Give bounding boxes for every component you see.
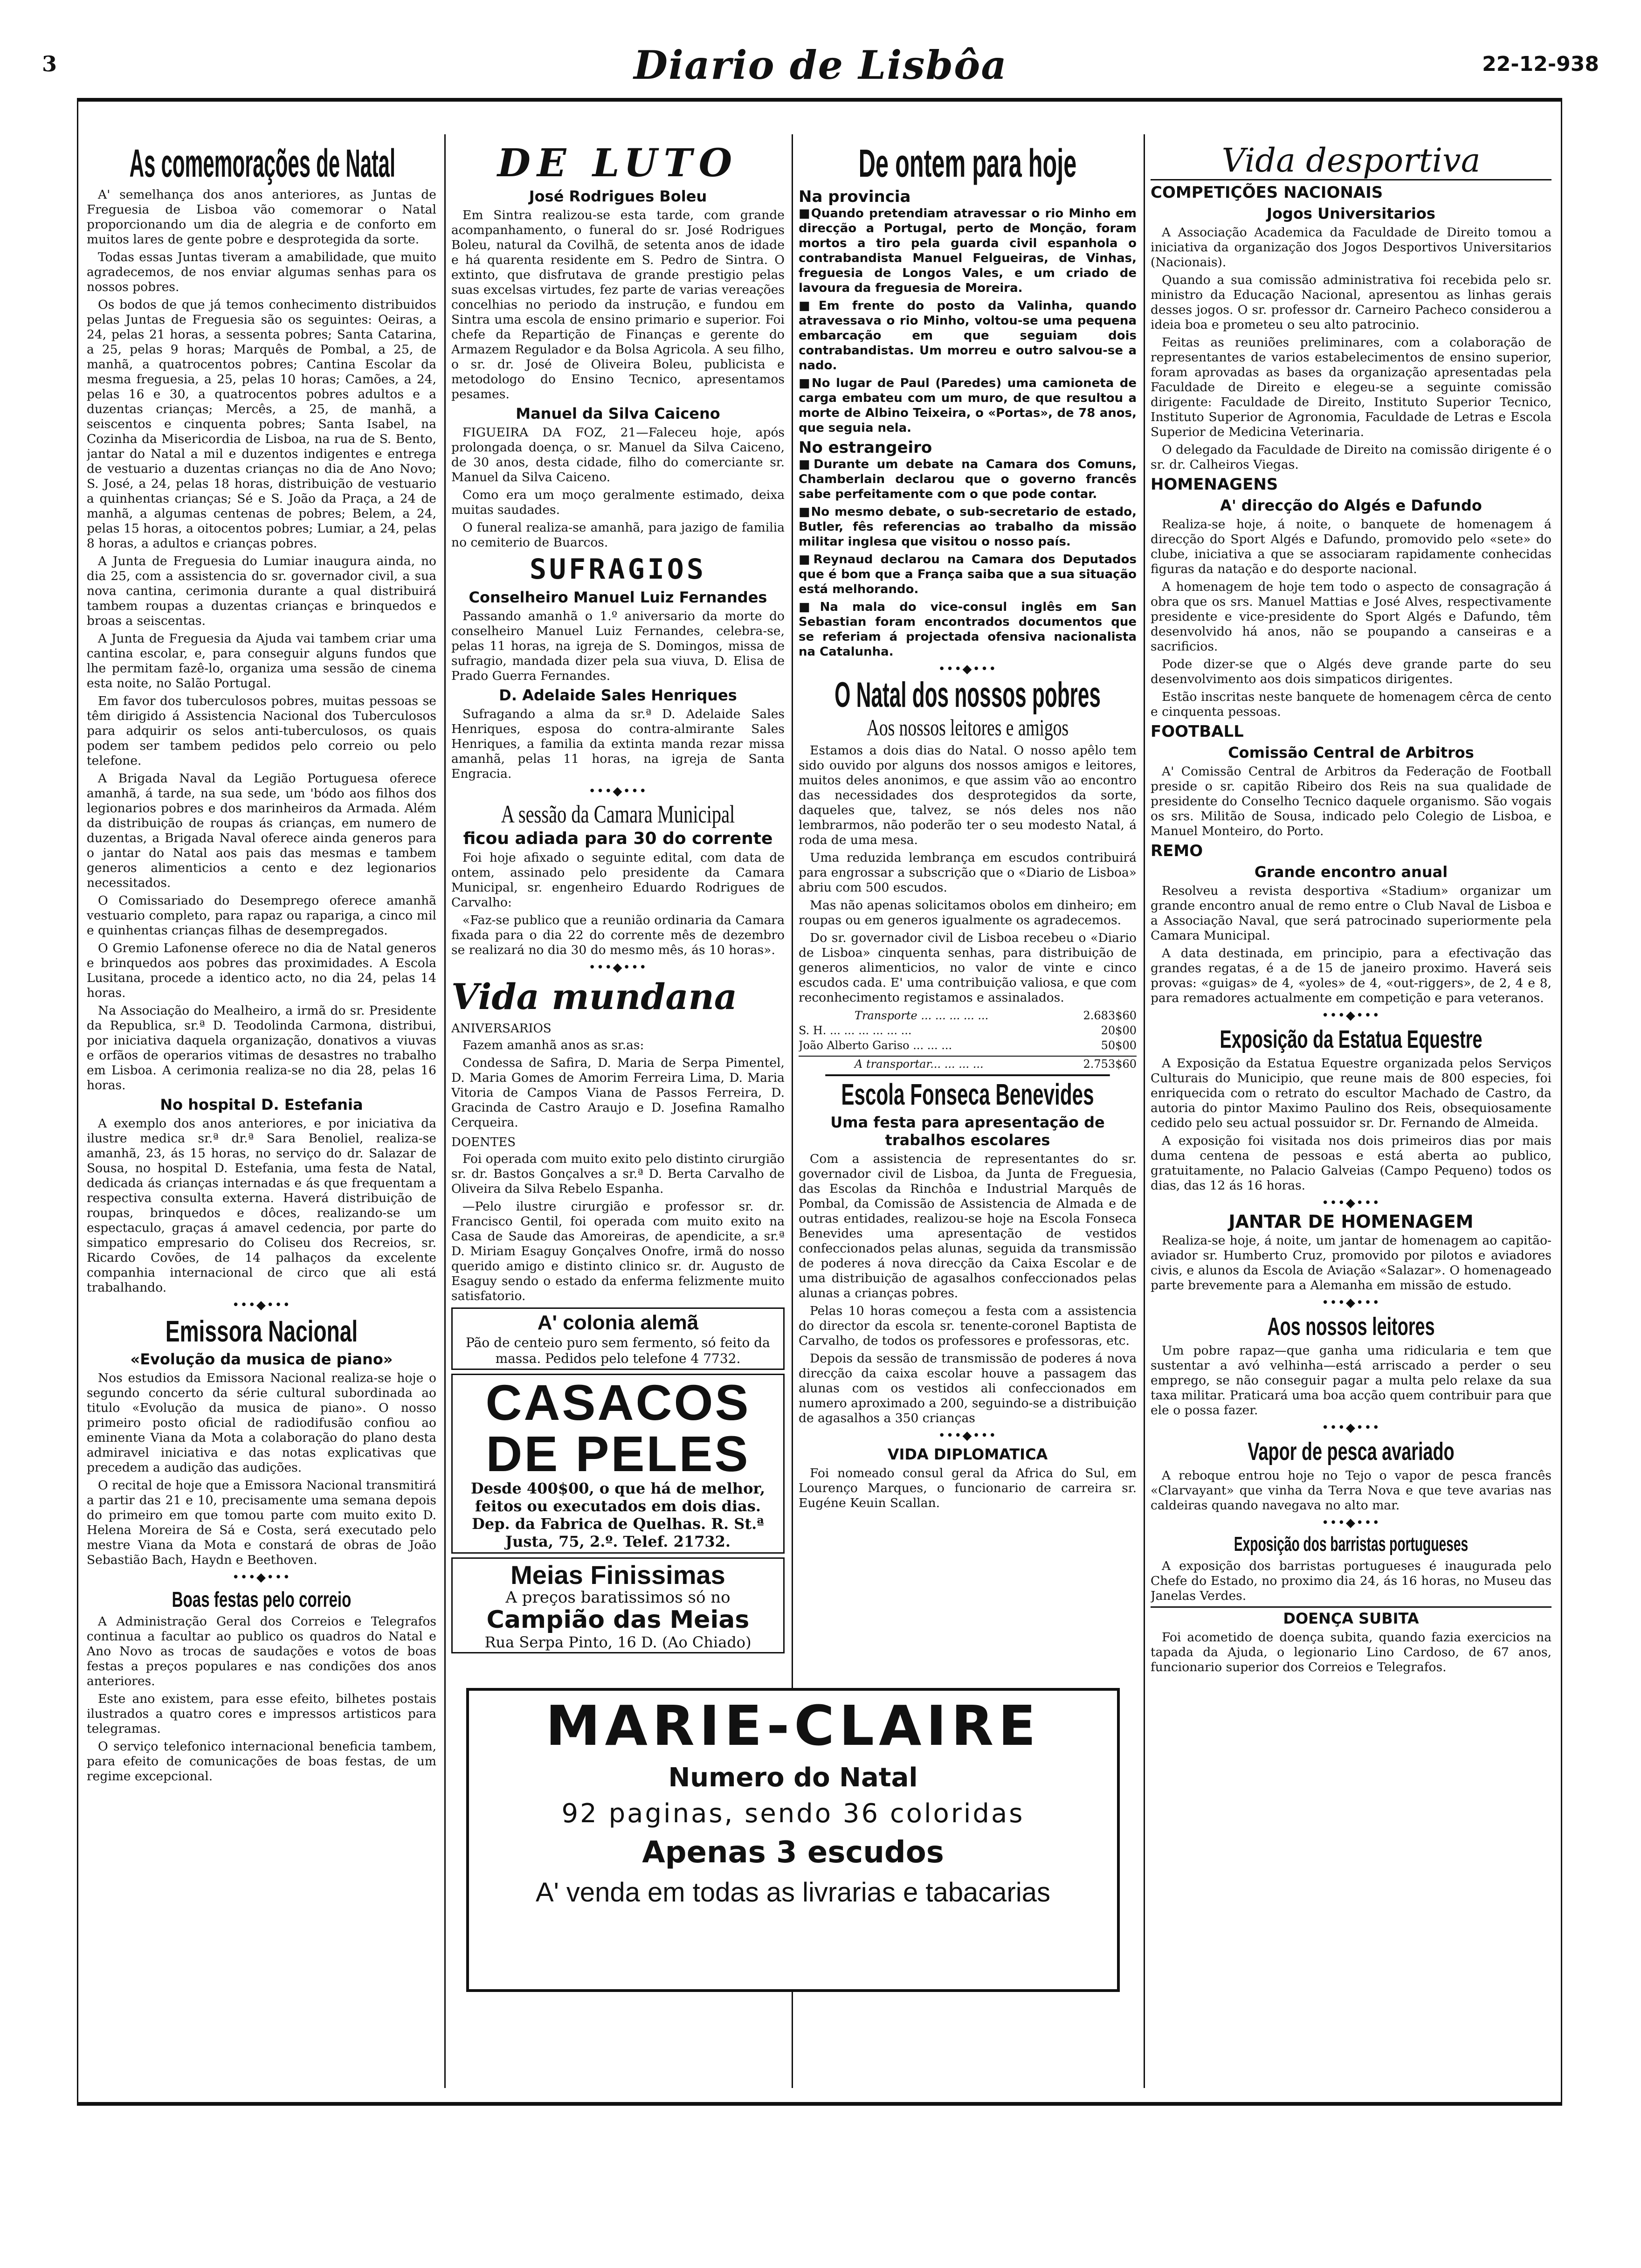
article-title-leitores: Aos nossos leitores [1267,1313,1435,1341]
ad-casacos [451,1374,785,1554]
ornament-divider: •••◆••• [1321,1516,1380,1530]
ornament-divider: •••◆••• [1321,1009,1380,1023]
paragraph: Na Associação do Mealheiro, a irmã do sr. Presidente da Republica, sr.ª D. Teodolinda Carmona, distribui, por iniciativa daquela organização, donativos a viuvas e orfãos de operarios vitimas de desastres no trabalho em Lisboa. A cerimonia realiza-se no dia 28, pelas 16 horas. [87,1003,436,1093]
paragraph: Os bodos de que já temos conhecimento distribuidos pelas Juntas de Freguesia são os seguintes: Oeiras, a 24, pelas 21 horas, a sessenta pobres; Santa Catarina, a 25, pelas 9 horas; Marquês de Pombal, a 25, de manhã, a quatrocentos pobres; Cantina Escolar da mesma freguesia, a 25, pelas 10 horas; Camões, a 24, pelas 16 e 30, a quatrocentos pobres adultos e a duzentas crianças; Mercês, a 25, de manhã, a seiscentos e cinquenta pobres; Santa Isabel, na Cozinha da Misericordia de Lisboa, na rua de S. Bento, jantar do Natal a mil e duzentos indigentes e entrega de vestuario a duzentas crianças no dia de Ano Novo; S. José, a 24, pelas 18 horas, distribuição de vestuario a quinhentas crianças; Sé e S. João da Praça, a 24 de manhã, a algumas centenas de pobres; Belem, a 24, pelas 15 horas, a oitocentos pobres; Lumiar, a 24, pelas 8 horas, a adultos e crianças pobres. [87,297,436,551]
paragraph: Depois da sessão de transmissão de poderes á nova direcção da caixa escolar houve a passagem das alunas com os vestidos ali confeccionados em numero aproximado a 200, seguindo-se a distribuição de agasalhos a 350 crianças [799,1351,1137,1425]
paragraph: Foi acometido de doença subita, quando fazia exercicios na tapada da Ajuda, o legionario Lino Cardoso, de 67 anos, funcionario superior dos Correios e Telegrafos. [1151,1630,1551,1674]
newspaper-title: Diario de Lisbôa [634,42,1007,88]
article-title-natal: As comemorações de Natal [129,141,396,185]
paragraph: Com a assistencia de representantes do sr. governador civil de Lisboa, da Junta de Freguesia, das Escolas da Rinchôa e Industrial Marquês de Pombal, da Comissão de Assistencia de Almada e de outras entidades, realizou-se hoje na Escola Fonseca Benevides uma apresentação de vestidos confeccionados pelas alunas, seguida da transmissão de poderes á nova direcção da Caixa Escolar e de uma distribuição de agasalhos confeccionados pelas alunas a crianças pobres. [799,1152,1137,1300]
ledger-label: S. H. ... ... ... ... ... ... [799,1024,912,1037]
news-item: ■ Em frente do posto da Valinha, quando atravessava o rio Minho, voltou-se uma pequena embarcação em que seguiam dois contrabandistas. Um morreu e outro salvou-se a nado. [799,298,1137,373]
article-title-barristas: Exposição dos barristas portugueses [1234,1533,1469,1556]
ledger-value: 2.683$60 [1083,1009,1137,1022]
article-title-exposicao: Exposição da Estatua Equestre [1220,1025,1482,1053]
section-title-mundana: Vida mundana [451,976,738,1017]
paragraph: A' semelhança dos anos anteriores, as Juntas de Freguesia de Lisboa vão comemorar o Natal proporcionando um dia de alegria e de conforto em muitos lares de gente pobre e desprotegida da sorte. [87,187,436,247]
subheading: José Rodrigues Boleu [529,187,707,205]
masthead [42,42,1599,93]
paragraph: Este ano existem, para esse efeito, bilhetes postais ilustrados a quatro cores e impressos artisticos para telegramas. [87,1692,436,1736]
ad-line: Numero do Natal [668,1763,918,1793]
paragraph: A exemplo dos anos anteriores, e por iniciativa da ilustre medica sr.ª dr.ª Sara Benoliel, realiza-se amanhã, 23, ás 15 horas, no serviço do dr. Salazar de Sousa, no hospital D. Estefania, uma festa de Natal, dedicada ás crianças internadas e ás que frequentam a respectiva consulta externa. Haverá distribuição de roupas, brinquedos e dôces, realizando-se um espectaculo, graças á amavel cedencia, por parte do simpatico empresario do Coliseu dos Recreios, sr. Ricardo Covões, de 14 palhaços da excelente companhia internacional de circo que ali está trabalhando. [87,1116,436,1295]
ledger-value: 2.753$60 [1083,1058,1137,1071]
paragraph: Em favor dos tuberculosos pobres, muitas pessoas se têm dirigido á Assistencia Nacional dos Tuberculosos para adquirir os selos anti-tuberculosos, os quais podem ser tambem pedidos pelo correio ou pelo telefone. [87,694,436,768]
article-title-escola: Escola Fonseca Benevides [825,1074,1110,1111]
article-title-vapor: Vapor de pesca avariado [1248,1438,1455,1466]
paragraph: Quando a sua comissão administrativa foi recebida pelo sr. ministro da Educação Nacional, apresentou as linhas gerais desses jogos. O sr. professor dr. Carneiro Pacheco considerou a ideia boa e prometeu o seu alto patrocinio. [1151,273,1551,332]
issue-date: 22-12-938 [1482,52,1599,76]
subheading: Manuel da Silva Caiceno [516,405,720,422]
ornament-divider: •••◆••• [588,784,648,798]
article-title-ontem: De ontem para hoje [858,141,1077,185]
paragraph: Resolveu a revista desportiva «Stadium» organizar um grande encontro anual de remo entre o Club Naval de Lisboa e a Associação Naval, que será patrocinado superiormente pela Camara Municipal. [1151,884,1551,943]
news-item: ■ Quando pretendiam atravessar o rio Minho em direcção a Portugal, perto de Monção, foram mortos a tiro pela guarda civil espanhola o contrabandista Manuel Felgueiras, de Vinhas, freguesia de Longos Vales, e um criado de lavoura da freguesia de Moreira. [799,206,1137,296]
ledger-row [799,1038,1137,1053]
paragraph: Pelas 10 horas começou a festa com a assistencia do director da escola sr. tenente-coronel Baptista de Carvalho, de todos os professores e professoras, etc. [799,1304,1137,1348]
ad-text: Desde 400$00, o que há de melhor, feitos ou executados em dois dias. Dep. da Fabrica de Quelhas. R. St.ª Justa, 75, 2.º. Telef. 21732. [470,1480,765,1550]
ad-title: MARIE-CLAIRE [545,1694,1041,1758]
news-item: ■ Reynaud declarou na Camara dos Deputados que é bom que a França saiba que a sua situação está melhorando. [799,552,1137,597]
subheading: Na provincia [799,187,911,206]
ledger-value: 50$00 [1101,1039,1137,1052]
subheading: No hospital D. Estefania [160,1096,363,1113]
subheading: Jogos Universitarios [1267,205,1435,222]
paragraph: —Pelo ilustre cirurgião e professor sr. dr. Francisco Gentil, foi operada com muito exito na Casa de Saude das Amoreiras, de apendicite, a sr.ª D. Miriam Esaguy Gonçalves Onofre, irmã do nosso querido amigo e distinto clinico sr. dr. Augusto de Esaguy sendo o estado da enferma felizmente muito satisfatorio. [451,1199,785,1303]
paragraph: O Gremio Lafonense oferece no dia de Natal generos e brinquedos aos pobres das proximidades. A Escola Lusitana, procede a identico acto, no dia 24, pelas 14 horas. [87,941,436,1000]
paragraph: Pode dizer-se que o Algés deve grande parte do seu desenvolvimento aos dois simpaticos dirigentes. [1151,657,1551,686]
news-item: ■ No mesmo debate, o sub-secretario de estado, Butler, fês referencias ao trabalho da missão militar inglesa que visitou o nosso país. [799,505,1137,549]
paragraph: Mas não apenas solicitamos obolos em dinheiro; em roupas ou em generos igualmente os agradecemos. [799,898,1137,927]
paragraph: Foi hoje afixado o seguinte edital, com data de ontem, assinado pelo presidente da Camara Municipal, sr. engenheiro Eduardo Rodrigues de Carvalho: [451,850,785,910]
paragraph: A Junta de Freguesia da Ajuda vai tambem criar uma cantina escolar, e, para conseguir alguns fundos que lhe permitam fazê-lo, organiza uma sessão de cinema esta noite, no Salão Portugal. [87,631,436,691]
paragraph: Nos estudios da Emissora Nacional realiza-se hoje o segundo concerto da série cultural subordinada ao titulo «Evolução da musica de piano». O nosso primeiro posto oficial de radiodifusão confiou ao eminente Viana da Mota a colaboração do plano desta admiravel iniciativa e das notas explicativas que precedem a audição das audições. [87,1371,436,1475]
column-rule [444,134,446,2088]
article-title-boas-festas: Boas festas pelo correio [172,1587,352,1611]
article-title-natal-pobres: O Natal dos nossos pobres [834,675,1101,715]
subheading: Conselheiro Manuel Luiz Fernandes [469,588,767,606]
ads-block [451,1307,785,1653]
ornament-divider: •••◆••• [1321,1421,1380,1435]
paragraph: O funeral realiza-se amanhã, para jazigo de familia no cemiterio de Buarcos. [451,520,785,550]
paragraph: A homenagem de hoje tem todo o aspecto de consagração á obra que os srs. Manuel Mattias e José Alves, respectivamente presidente e vice-presidente do Sport Algés e Dafundo, têm desenvolvido há anos, não se poupando a canseiras e a sacrificios. [1151,580,1551,654]
ornament-divider: •••◆••• [938,662,997,676]
paragraph: Condessa de Safira, D. Maria de Serpa Pimentel, D. Maria Gomes de Amorim Ferreira Lima, D. Maria Vitoria de Campos Viana de Passos Ferreira, D. Gracinda de Castro Araujo e D. Josefina Ramalho Cerqueira. [451,1056,785,1130]
paragraph: Realiza-se hoje, á noite, o banquete de homenagem á direcção do Sport Algés e Dafundo, promovido pelo «sete» do clube, iniciativa a que se associaram rapidamente conhecidas figuras da natação e do desporte nacional. [1151,517,1551,576]
ad-marie-claire [466,1688,1120,1992]
ad-line: 92 paginas, sendo 36 coloridas [561,1798,1025,1829]
paragraph: O delegado da Faculdade de Direito na comissão dirigente é o sr. dr. Calheiros Viegas. [1151,443,1551,472]
column-rule [1144,134,1145,2088]
paragraph: Estamos a dois dias do Natal. O nosso apêlo tem sido ouvido por alguns dos nossos amigos e leitores, muitos deles anonimos, e que assim vão ao encontro das necessidades dos desprotegidos da sorte, daqueles que, talvez, se nós deles nos não lembrarmos, não poderão ter o seu modesto Natal, á roda de uma mesa. [799,743,1137,847]
ornament-divider: •••◆••• [232,1298,291,1312]
paragraph: A Junta de Freguesia do Lumiar inaugura ainda, no dia 25, com a assistencia do sr. governador civil, a sua nova cantina, cerimonia durante a qual distribuirá tambem roupas a duzentas crianças e brinquedos e broas a seiscentas. [87,554,436,628]
subheading: DOENTES [451,1135,516,1149]
subheading: ficou adiada para 30 do corrente [463,829,773,848]
article-title-camara: A sessão da Camara Municipal [501,800,735,828]
subheading: COMPETIÇÕES NACIONAIS [1151,183,1383,202]
paragraph: O serviço telefonico internacional beneficia tambem, para efeito de comunicações de boas festas, de um regime excepcional. [87,1739,436,1784]
news-item: ■ Na mala do vice-consul inglês em San Sebastian foram encontrados documentos que se referiam á projectada ofensiva nacionalista na Catalunha. [799,600,1137,659]
subheading: No estrangeiro [799,438,932,457]
ornament-divider: •••◆••• [938,1429,997,1443]
paragraph: A data destinada, em principio, para a efectivação das grandes regatas, é a de 15 de janeiro proximo. Haverá seis provas: «guigas» de 4, «yoles» de 4, «out-riggers», de 2, 4 e 8, para remadores actualmente em competição e para veteranos. [1151,946,1551,1005]
paragraph: Em Sintra realizou-se esta tarde, com grande acompanhamento, o funeral do sr. José Rodrigues Boleu, natural da Covilhã, de setenta anos de idade e há quarenta residente em S. Pedro de Sintra. O extinto, que disfrutava de grande prestigio pelas suas excelsas virtudes, fez parte de varias vereações concelhias no periodo da instrução, e fundou em Sintra uma escola de ensino primario e superior. Foi chefe da Repartição de Finanças e gerente do Armazem Regulador e da Bolsa Agricola. A seu filho, o sr. dr. José de Oliveira Boleu, publicista e metodologo do Ensino Tecnico, apresentamos pesames. [451,208,785,401]
article-title-luto: DE LUTO [497,141,739,186]
subheading: FOOTBALL [1151,722,1244,741]
ad-colonia [451,1307,785,1370]
paragraph: Foi operada com muito exito pelo distinto cirurgião sr. dr. Bastos Gonçalves a sr.ª D. Berta Carvalho de Oliveira da Silva Rebelo Espanha. [451,1152,785,1196]
paragraph: A Administração Geral dos Correios e Telegrafos continua a facultar ao publico os quadros do Natal e Ano Novo as trocas de saudações e votos de boas festas a preços populares e nas condições dos anos anteriores. [87,1614,436,1688]
ornament-divider: •••◆••• [588,961,648,975]
paragraph: A reboque entrou hoje no Tejo o vapor de pesca francês «Clarvayant» que vinha da Terra Nova e que teve avarias nas caldeiras quando navegava no alto mar. [1151,1468,1551,1513]
subheading: ANIVERSARIOS [451,1022,552,1036]
subheading: Comissão Central de Arbitros [1228,744,1474,761]
ledger-row [799,1008,1137,1023]
page-number: 3 [42,51,57,76]
ad-title: Meias Finissimas [510,1560,725,1590]
ad-line: Apenas 3 escudos [642,1835,944,1870]
paragraph: Todas essas Juntas tiveram a amabilidade, que muito agradecemos, de nos enviar algumas senhas para os nossos pobres. [87,250,436,294]
news-item: ■ No lugar de Paul (Paredes) uma camioneta de carga embateu com um muro, de que resultou a morte de Albino Teixeira, o «Portas», de 78 anos, que seguia nela. [799,376,1137,436]
ledger-row [799,1023,1137,1038]
subheading: VIDA DIPLOMATICA [887,1445,1048,1463]
paragraph: FIGUEIRA DA FOZ, 21—Faleceu hoje, após prolongada doença, o sr. Manuel da Silva Caiceno, de 30 anos, desta cidade, filho do comerciante sr. Manuel da Silva Caiceno. [451,425,785,484]
ad-title: A' colonia alemã [537,1311,699,1334]
paragraph: O recital de hoje que a Emissora Nacional transmitirá a partir das 21 e 10, precisamente uma semana depois do primeiro em que tomou parte com muito exito D. Helena Moreira de Sá e Costa, será executado pelo mestre Viana da Mota e constará de obras de João Sebastião Bach, Haydn e Beethoven. [87,1478,436,1567]
ad-meias [451,1557,785,1653]
paragraph: Um pobre rapaz—que ganha uma ridicularia e tem que sustentar a avó velhinha—está arriscado a perder o seu emprego, se não conseguir pagar a multa pelo relaxe da sua taxa militar. Praticará uma boa acção quem contribuir para que ele o possa fazer. [1151,1343,1551,1418]
ad-brand: Campião das Meias [486,1606,750,1634]
paragraph: A Brigada Naval da Legião Portuguesa oferece amanhã, á tarde, na sua sede, um 'bódo aos filhos dos legionarios pobres e dos marinheiros da Armada. Além da distribuição de roupas ás crianças, em numero de duzentas, a Brigada Naval oferece ainda generos para o jantar do Natal aos pais das mesmas e tambem generos alimenticios a cento e dez legionarios necessitados. [87,771,436,890]
paragraph: Do sr. governador civil de Lisboa recebeu o «Diario de Lisboa» cinquenta senhas, para distribuição de generos alimenticios, no valor de vinte e cinco escudos cada. E' uma contribuição valiosa, e que com reconhecimento registamos e assinalados. [799,931,1137,1005]
subheading: REMO [1151,842,1203,860]
ornament-divider: •••◆••• [232,1570,291,1584]
subheading: D. Adelaide Sales Henriques [499,686,737,704]
paragraph: «Faz-se publico que a reunião ordinaria da Camara fixada para o dia 22 do corrente mês de dezembro se realizará no dia 30 do mesmo mês, ás 10 horas». [451,913,785,957]
news-item: ■ Durante um debate na Camara dos Comuns, Chamberlain declarou que o governo francês sabe perfeitamente com o que pode contar. [799,457,1137,502]
paragraph: Estão inscritas neste banquete de homenagem cêrca de cento e cinquenta pessoas. [1151,690,1551,719]
column-desportiva [1151,139,1551,2088]
subheading: HOMENAGENS [1151,475,1278,494]
ad-text: A preços baratissimos só no [505,1588,731,1607]
paragraph: A exposição dos barristas portugueses é inaugurada pelo Chefe do Estado, no proximo dia 24, ás 16 horas, no Museu das Janelas Verdes. [1151,1559,1551,1603]
paragraph: Uma reduzida lembrança em escudos contribuirá para engrossar a subscrição que o «Diario de Lisboa» abriu com 500 escudos. [799,850,1137,895]
paragraph: Sufragando a alma da sr.ª D. Adelaide Sales Henriques, esposa do contra-almirante Sales Henriques, a familia da extinta manda rezar missa amanhã, pelas 11 horas, na igreja de Santa Engracia. [451,707,785,781]
paragraph: A' Comissão Central de Arbitros da Federação de Football preside o sr. capitão Ribeiro dos Reis na sua qualidade de presidente do Conselho Tecnico daquele organismo. São vogais os srs. Militão de Sousa, indicado pelo Colegio de Lisboa, e Manuel Monteiro, do Porto. [1151,764,1551,838]
paragraph: A exposição foi visitada nos dois primeiros dias por mais duma centena de pessoas e está aberta ao publico, gratuitamente, no Palacio Galveias (Campo Pequeno) todos os dias, das 12 ás 16 horas. [1151,1134,1551,1193]
ledger-label: João Alberto Gariso ... ... ... [799,1039,952,1052]
ledger-row [799,1056,1137,1072]
subscription-ledger [799,1008,1137,1072]
paragraph: A Associação Academica da Faculdade de Direito tomou a iniciativa da organização dos Jogos Desportivos Universitarios (Nacionais). [1151,225,1551,270]
ad-line: A' venda em todas as livrarias e tabacarias [536,1877,1050,1908]
paragraph: Fazem amanhã anos as sr.as: [462,1038,644,1052]
paragraph: Passando amanhã o 1.º aniversario da morte do conselheiro Manuel Luiz Fernandes, celebra-se, pelas 11 horas, na igreja de S. Domingos, missa de sufragio, mandada dizer pela sua viuva, D. Elisa de Prado Guerra Fernandes. [451,609,785,683]
subheading: «Evolução da musica de piano» [130,1350,393,1368]
ad-text: Pão de centeio puro sem fermento, só feito da massa. Pedidos pelo telefone 4 7732. [466,1335,770,1366]
paragraph: Foi nomeado consul geral da Africa do Sul, em Lourenço Marques, o funcionario de carreira sr. Eugéne Keuin Scallan. [799,1466,1137,1510]
subheading: Aos nossos leitores e amigos [866,714,1069,740]
subheading: DOENÇA SUBITA [1151,1606,1551,1627]
paragraph: O Comissariado do Desemprego oferece amanhã vestuario completo, para rapaz ou rapariga, a cinco mil e quinhentas crianças filhas de desempregados. [87,893,436,938]
subheading: JANTAR DE HOMENAGEM [1228,1211,1474,1232]
ad-title: CASACOS DE PELES [485,1374,751,1482]
paragraph: Realiza-se hoje, á noite, um jantar de homenagem ao capitão-aviador sr. Humberto Cruz, promovido por pilotos e aviadores civis, e alunos da Escola de Aviação «Salazar». O homenageado parte brevemente para a Alemanha em missão de estudo. [1151,1233,1551,1293]
ledger-label: Transporte ... ... ... ... ... [855,1009,989,1022]
paragraph: Feitas as reuniões preliminares, com a colaboração de representantes de varios estabelecimentos de ensino superior, foram aprovadas as bases da organização apresentadas pela Faculdade de Direito e elegeu-se a seguinte comissão dirigente: Faculdade de Direito, Instituto Superior Tecnico, Instituto Superior de Agronomia, Faculdade de Letras e Escola Superior de Medicina Veterinaria. [1151,335,1551,439]
subheading: Uma festa para apresentação de trabalhos escolares [830,1113,1105,1149]
subheading: A' direcção do Algés e Dafundo [1220,497,1482,514]
section-title-sufragios: SUFRAGIOS [529,553,707,586]
paragraph: Como era um moço geralmente estimado, deixa muitas saudades. [451,488,785,517]
ledger-label: A transportar... ... ... ... [855,1058,984,1071]
ornament-divider: •••◆••• [1321,1196,1380,1210]
column-natal [87,139,436,2088]
article-title-emissora: Emissora Nacional [165,1314,358,1348]
subheading: Grande encontro anual [1254,863,1448,881]
ad-address: Rua Serpa Pinto, 16 D. (Ao Chiado) [484,1633,752,1651]
paragraph: A Exposição da Estatua Equestre organizada pelos Serviços Culturais do Municipio, que reune mais de 800 especies, foi enriquecida com o retrato do escultor Machado de Castro, da autoria do pintor Maximo Paulino dos Reis, obsequiosamente cedido pelo seu actual possuidor sr. Dr. Fernando de Almeida. [1151,1056,1551,1130]
ledger-value: 20$00 [1101,1024,1137,1037]
section-title-desportiva: Vida desportiva [1151,142,1551,180]
ornament-divider: •••◆••• [1321,1296,1380,1310]
